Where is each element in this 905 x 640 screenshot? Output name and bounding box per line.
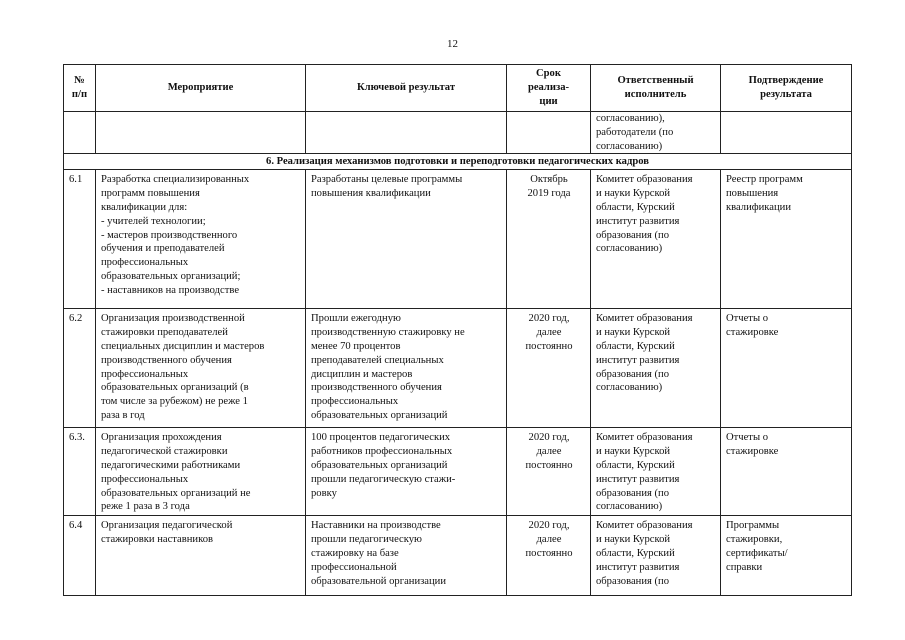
- text-line: том числе за рубежом) не реже 1: [101, 396, 248, 408]
- table-row: [64, 516, 852, 596]
- action-plan-table: [63, 64, 852, 596]
- text-line: Комитет образования: [596, 174, 693, 186]
- text-line: и науки Курской: [596, 188, 671, 200]
- text-line: Комитет образования: [596, 520, 693, 532]
- cell-term: [507, 112, 591, 154]
- responsible-lines: [596, 431, 716, 514]
- responsible-lines: [596, 173, 716, 256]
- result-lines: [311, 312, 502, 422]
- term-lines: [512, 312, 586, 353]
- text-line: производственного обучения: [101, 354, 232, 366]
- text-line: институт развития: [596, 215, 680, 227]
- text-line: прошли педагогическую стажи-: [311, 473, 456, 485]
- text-line: прошли педагогическую: [311, 534, 422, 546]
- text-line: Прошли ежегодную: [311, 313, 401, 325]
- text-line: специальных дисциплин и мастеров: [101, 340, 265, 352]
- responsible-lines: [596, 519, 716, 588]
- text-line: и науки Курской: [596, 327, 671, 339]
- cell-term: [507, 309, 591, 428]
- text-line: образовательных организаций;: [101, 270, 241, 282]
- text-line: согласованию): [596, 382, 663, 394]
- cell-confirmation: [721, 112, 852, 154]
- text-line: квалификации: [726, 201, 791, 213]
- text-line: Разработка специализированных: [101, 174, 250, 186]
- text-line: Отчеты о: [726, 432, 769, 444]
- cell-num: 6.2: [64, 309, 96, 428]
- cell-confirmation: [721, 309, 852, 428]
- cell-term: [507, 428, 591, 516]
- text-line: далее: [536, 446, 562, 458]
- text-line: исполнитель: [624, 89, 687, 100]
- text-line: ровку: [311, 487, 337, 499]
- text-line: справки: [726, 561, 763, 573]
- text-line: профессиональных: [311, 396, 399, 408]
- cell-result: [306, 428, 507, 516]
- text-line: педагогической стажировки: [101, 446, 228, 458]
- text-line: Программы: [726, 520, 780, 532]
- cell-result: [306, 170, 507, 309]
- section-row: [64, 154, 852, 170]
- cell-responsible: [591, 309, 721, 428]
- text-line: реализа-: [527, 82, 570, 94]
- cell-result: [306, 516, 507, 596]
- text-line: области, Курский: [596, 340, 675, 352]
- text-line: Реестр программ: [726, 174, 803, 186]
- text-line: далее: [536, 327, 562, 339]
- text-line: повышения: [726, 188, 779, 200]
- text-line: согласованию): [596, 243, 663, 255]
- text-line: далее: [536, 534, 562, 546]
- text-line: образовательных организаций: [311, 409, 448, 421]
- responsible-lines: [596, 112, 716, 153]
- text-line: 100 процентов педагогических: [311, 432, 451, 444]
- cell-result: [306, 309, 507, 428]
- text-line: области, Курский: [596, 201, 675, 213]
- responsible-lines: [596, 312, 716, 395]
- text-line: производственную стажировку не: [311, 327, 465, 339]
- term-lines: [512, 173, 586, 201]
- header-confirmation-lines: [724, 74, 848, 102]
- text-line: стажировки преподавателей: [101, 327, 228, 339]
- text-line: программ повышения: [101, 188, 200, 200]
- confirmation-lines: [726, 519, 847, 574]
- text-line: дисциплин и мастеров: [311, 368, 413, 380]
- text-line: образования (по: [596, 368, 670, 380]
- text-line: образовательных организаций: [311, 459, 448, 471]
- text-line: Подтверждение: [748, 75, 824, 87]
- cell-responsible: [591, 428, 721, 516]
- text-line: стажировке: [726, 327, 779, 339]
- text-line: области, Курский: [596, 547, 675, 559]
- text-line: институт развития: [596, 354, 680, 366]
- text-line: результата: [760, 89, 812, 100]
- header-result: Ключевой результат: [306, 65, 507, 112]
- text-line: ции: [539, 95, 558, 107]
- text-line: образовательной организации: [311, 575, 447, 587]
- text-line: Комитет образования: [596, 432, 693, 444]
- cell-responsible: [591, 516, 721, 596]
- cell-confirmation: [721, 170, 852, 309]
- term-lines: [512, 519, 586, 560]
- cell-confirmation: [721, 516, 852, 596]
- table-header-row: [64, 65, 852, 112]
- text-line: - наставников на производстве: [101, 284, 240, 296]
- cell-event: [96, 428, 306, 516]
- text-line: квалификации для:: [101, 201, 188, 213]
- text-line: образования (по: [596, 487, 670, 499]
- text-line: преподавателей специальных: [311, 354, 444, 366]
- header-num-lines: [67, 74, 92, 102]
- result-lines: [311, 431, 502, 500]
- text-line: стажировку на базе: [311, 547, 399, 559]
- cell-event: [96, 516, 306, 596]
- text-line: - учителей технологии;: [101, 215, 206, 227]
- event-lines: [101, 519, 301, 547]
- text-line: 2020 год,: [528, 432, 570, 444]
- text-line: постоянно: [525, 459, 573, 471]
- result-lines: [311, 519, 502, 588]
- data-rows: [64, 170, 852, 596]
- text-line: стажировки наставников: [101, 534, 213, 546]
- cell-num: 6.4: [64, 516, 96, 596]
- text-line: производственного обучения: [311, 382, 442, 394]
- text-line: профессиональных: [101, 473, 189, 485]
- cell-num: 6.3.: [64, 428, 96, 516]
- text-line: постоянно: [525, 340, 573, 352]
- cell-event: [96, 309, 306, 428]
- cell-event: [96, 170, 306, 309]
- text-line: Срок: [536, 68, 561, 80]
- text-line: образования (по: [596, 575, 670, 587]
- text-line: сертификаты/: [726, 547, 788, 559]
- table-row: [64, 309, 852, 428]
- text-line: Отчеты о: [726, 313, 769, 325]
- text-line: - мастеров производственного: [101, 229, 238, 241]
- text-line: Организация производственной: [101, 313, 245, 325]
- text-line: обучения и преподавателей: [101, 243, 225, 255]
- text-line: профессиональных: [101, 368, 189, 380]
- event-lines: [101, 312, 301, 422]
- table-row: [64, 428, 852, 516]
- text-line: образовательных организаций (в: [101, 382, 249, 394]
- text-line: согласованию),: [596, 113, 665, 124]
- confirmation-lines: [726, 431, 847, 459]
- text-line: Организация прохождения: [101, 432, 222, 444]
- text-line: реже 1 раза в 3 года: [101, 501, 190, 513]
- text-line: образовательных организаций не: [101, 487, 251, 499]
- cell-confirmation: [721, 428, 852, 516]
- cell-responsible: [591, 112, 721, 154]
- table-row: [64, 170, 852, 309]
- text-line: и науки Курской: [596, 446, 671, 458]
- text-line: и науки Курской: [596, 534, 671, 546]
- text-line: Ответственный: [617, 75, 694, 87]
- header-event: Мероприятие: [96, 65, 306, 112]
- header-confirmation: [721, 65, 852, 112]
- text-line: менее 70 процентов: [311, 340, 401, 352]
- cell-responsible: [591, 170, 721, 309]
- text-line: повышения квалификации: [311, 188, 431, 200]
- text-line: 2020 год,: [528, 520, 570, 532]
- cell-term: [507, 170, 591, 309]
- cell-num: [64, 112, 96, 154]
- confirmation-lines: [726, 312, 847, 340]
- text-line: стажировки,: [726, 534, 783, 546]
- header-responsible-lines: [594, 74, 717, 102]
- text-line: стажировке: [726, 446, 779, 458]
- cell-result: [306, 112, 507, 154]
- header-responsible: [591, 65, 721, 112]
- text-line: 2020 год,: [528, 313, 570, 325]
- text-line: согласованию): [596, 501, 663, 513]
- confirmation-lines: [726, 173, 847, 214]
- text-line: области, Курский: [596, 459, 675, 471]
- header-term-lines: [510, 67, 587, 108]
- text-line: раза в год: [101, 409, 145, 421]
- text-line: педагогическими работниками: [101, 459, 241, 471]
- text-line: Комитет образования: [596, 313, 693, 325]
- term-lines: [512, 431, 586, 472]
- text-line: №: [74, 75, 85, 87]
- text-line: образования (по: [596, 229, 670, 241]
- event-lines: [101, 431, 301, 514]
- text-line: Организация педагогической: [101, 520, 233, 532]
- cell-term: [507, 516, 591, 596]
- text-line: работников профессиональных: [311, 446, 453, 458]
- text-line: 2019 года: [527, 188, 571, 200]
- text-line: постоянно: [525, 547, 573, 559]
- page-number: 12: [447, 38, 458, 50]
- section-title: 6. Реализация механизмов подготовки и переподготовки педагогических кадров: [64, 154, 852, 170]
- text-line: профессиональных: [101, 257, 189, 269]
- text-line: профессиональной: [311, 561, 397, 573]
- text-line: Октябрь: [530, 174, 568, 186]
- continuation-row: [64, 112, 852, 154]
- text-line: институт развития: [596, 473, 680, 485]
- text-line: п/п: [71, 89, 88, 100]
- text-line: институт развития: [596, 561, 680, 573]
- text-line: работодатели (по: [596, 126, 674, 138]
- cell-num: 6.1: [64, 170, 96, 309]
- text-line: согласованию): [596, 140, 663, 152]
- cell-event: [96, 112, 306, 154]
- result-lines: [311, 173, 502, 201]
- header-num: [64, 65, 96, 112]
- text-line: Наставники на производстве: [311, 520, 441, 532]
- header-term: [507, 65, 591, 112]
- event-lines: [101, 173, 301, 297]
- text-line: Разработаны целевые программы: [311, 174, 463, 186]
